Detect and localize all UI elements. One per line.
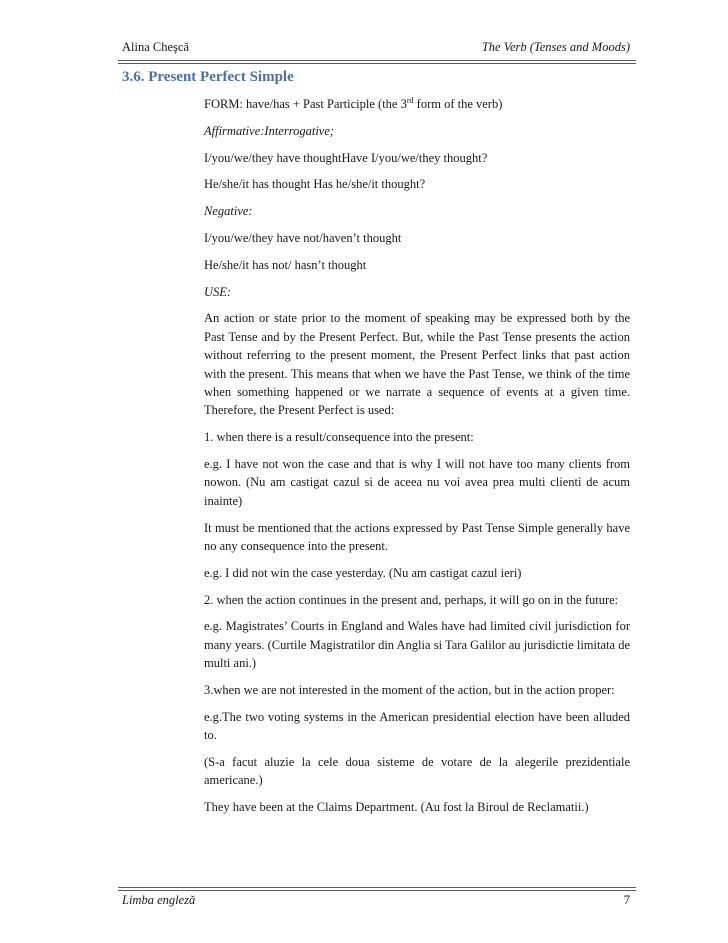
paragraph: An action or state prior to the moment of speaking may be expressed both by the Past Tense and by the Present Perfect. But, while the Past Tense presents the action without referring to the present moment, the Present Perfect links that past action with the present. This means that when we have the Past Tense, we think of the time when something happened or we narrate a sequence of events at a given time. Therefore, the Present Perfect is used:	[204, 311, 630, 418]
paragraph: e.g.The two voting systems in the American presidential election have been alluded to.	[204, 709, 630, 743]
paragraph: (S-a facut aluzie la cele doua sisteme de votare de la alegerile prezidentiale americane.)	[204, 755, 630, 788]
paragraph: He/she/it has thought Has he/she/it thought?	[204, 177, 426, 192]
page-footer	[122, 893, 630, 911]
header-rule	[118, 60, 636, 61]
header-title: The Verb (Tenses and Moods)	[481, 40, 630, 54]
paragraph: 2. when the action continues in the present and, perhaps, it will go on in the future:	[204, 592, 619, 607]
paragraph: 1. when there is a result/consequence into the present:	[204, 430, 474, 445]
paragraph: Negative:	[204, 204, 253, 219]
paragraph: They have been at the Claims Department. (Au fost la Biroul de Reclamatii.)	[204, 800, 589, 815]
paragraph-list	[204, 122, 630, 817]
footer-rule	[118, 887, 636, 888]
page-header	[122, 34, 630, 56]
paragraph: e.g. I have not won the case and that is why I will not have too many clients from nowon. (Nu am castigat cazul si de aceea nu voi avea prea multi clienti de acum inainte)	[204, 457, 630, 508]
paragraph: USE:	[204, 284, 232, 299]
paragraph: 3.when we are not interested in the moment of the action, but in the action proper:	[204, 683, 615, 698]
header-rule-thin	[118, 63, 636, 64]
paragraph: Affirmative:Interrogative;	[204, 123, 335, 138]
document-body	[204, 95, 630, 825]
form-superscript: rd	[406, 95, 414, 105]
section-heading: 3.6. Present Perfect Simple	[122, 69, 294, 85]
paragraph: e.g. I did not win the case yesterday. (Nu am castigat cazul ieri)	[204, 565, 522, 580]
paragraph: e.g. Magistrates’ Courts in England and Wales have had limited civil jurisdiction for many years. (Curtile Magistratilor din Anglia si Tara Galilor au jurisdictie limitata de multi ani.)	[204, 619, 630, 671]
form-prefix: FORM: have/has + Past Participle (the 3	[204, 97, 407, 111]
form-line	[204, 95, 630, 113]
paragraph: It must be mentioned that the actions expressed by Past Tense Simple generally have no any consequence into the present.	[204, 520, 630, 554]
footer-rule-thin	[118, 890, 636, 891]
paragraph: He/she/it has not/ hasn’t thought	[204, 257, 367, 272]
paragraph: I/you/we/they have thoughtHave I/you/we/they thought?	[204, 150, 488, 165]
footer-label: Limba engleză	[122, 893, 196, 907]
header-author: Alina Cheşcă	[122, 40, 189, 54]
form-suffix: form of the verb)	[413, 97, 503, 111]
paragraph: I/you/we/they have not/haven’t thought	[204, 230, 402, 245]
page-number: 7	[623, 893, 630, 907]
